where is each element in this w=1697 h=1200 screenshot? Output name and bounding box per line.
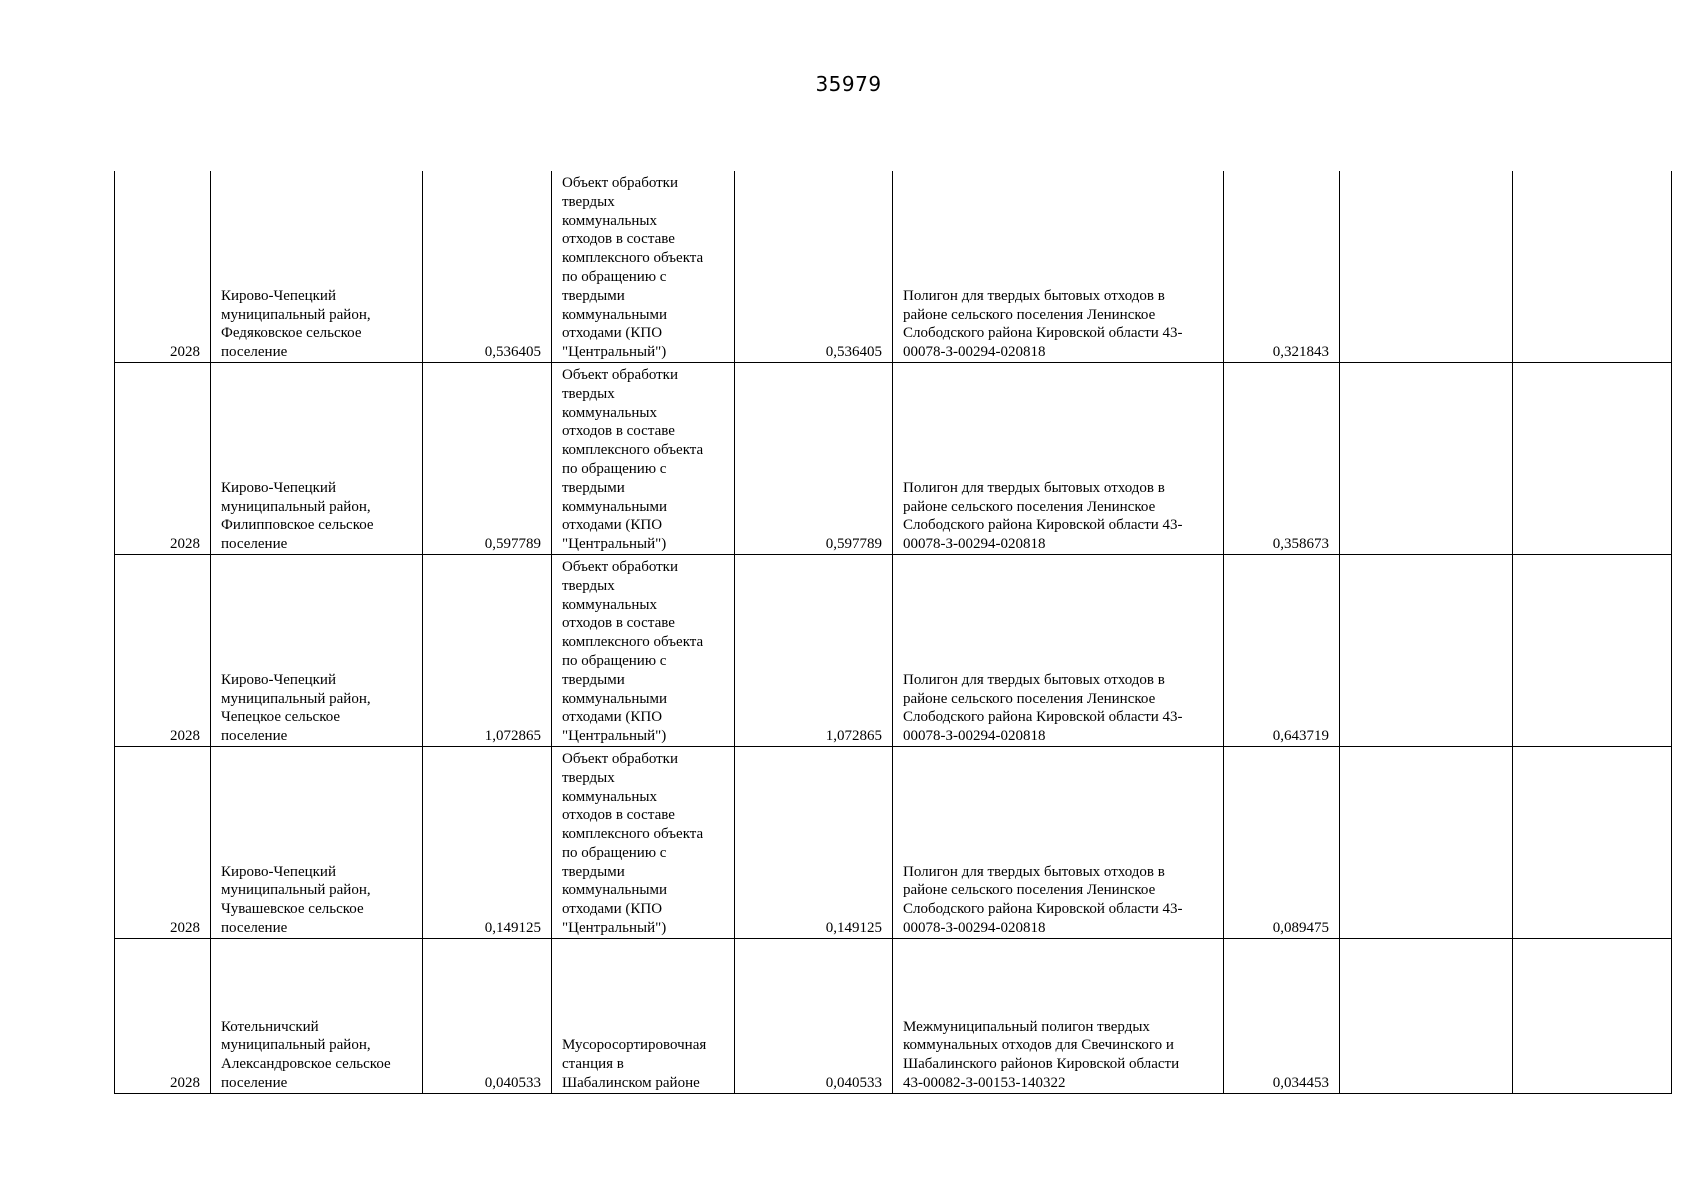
municipality-cell: Котельничский муниципальный район, Александровское сельское поселение [211, 938, 423, 1093]
empty-cell [1513, 938, 1672, 1093]
volume-cell: 0,597789 [423, 362, 552, 554]
facility-cell: Объект обработки твердых коммунальных отходов в составе комплексного объекта по обращению с твердыми коммунальными отходами (КПО "Центральный") [552, 362, 735, 554]
facility-volume-cell: 0,149125 [735, 746, 893, 938]
landfill-volume-cell: 0,358673 [1224, 362, 1340, 554]
landfill-volume-cell: 0,321843 [1224, 171, 1340, 362]
table-row [115, 746, 1672, 938]
empty-cell [1340, 171, 1513, 362]
empty-cell [1340, 746, 1513, 938]
landfill-cell: Полигон для твердых бытовых отходов в районе сельского поселения Ленинское Слободского района Кировской области 43- 00078-З-00294-020818 [893, 746, 1224, 938]
volume-cell: 0,149125 [423, 746, 552, 938]
landfill-cell: Полигон для твердых бытовых отходов в районе сельского поселения Ленинское Слободского района Кировской области 43- 00078-З-00294-020818 [893, 362, 1224, 554]
landfill-volume-cell: 0,643719 [1224, 554, 1340, 746]
facility-cell: Объект обработки твердых коммунальных отходов в составе комплексного объекта по обращению с твердыми коммунальными отходами (КПО "Центральный") [552, 171, 735, 362]
empty-cell [1513, 746, 1672, 938]
waste-flow-table [114, 171, 1672, 1094]
volume-cell: 0,040533 [423, 938, 552, 1093]
empty-cell [1513, 554, 1672, 746]
facility-volume-cell: 1,072865 [735, 554, 893, 746]
facility-volume-cell: 0,597789 [735, 362, 893, 554]
landfill-cell: Межмуниципальный полигон твердых коммунальных отходов для Свечинского и Шабалинского районов Кировской области 43-00082-З-00153-140322 [893, 938, 1224, 1093]
year-cell: 2028 [115, 746, 211, 938]
empty-cell [1340, 554, 1513, 746]
facility-cell: Мусоросортировочная станция в Шабалинском районе [552, 938, 735, 1093]
landfill-volume-cell: 0,089475 [1224, 746, 1340, 938]
empty-cell [1340, 362, 1513, 554]
table-row [115, 554, 1672, 746]
facility-cell: Объект обработки твердых коммунальных отходов в составе комплексного объекта по обращению с твердыми коммунальными отходами (КПО "Центральный") [552, 554, 735, 746]
year-cell: 2028 [115, 362, 211, 554]
table-row [115, 362, 1672, 554]
table-row [115, 171, 1672, 362]
municipality-cell: Кирово-Чепецкий муниципальный район, Чувашевское сельское поселение [211, 746, 423, 938]
facility-volume-cell: 0,536405 [735, 171, 893, 362]
empty-cell [1513, 171, 1672, 362]
volume-cell: 0,536405 [423, 171, 552, 362]
landfill-cell: Полигон для твердых бытовых отходов в районе сельского поселения Ленинское Слободского района Кировской области 43- 00078-З-00294-020818 [893, 554, 1224, 746]
year-cell: 2028 [115, 554, 211, 746]
table-row [115, 938, 1672, 1093]
landfill-volume-cell: 0,034453 [1224, 938, 1340, 1093]
page-number: 35979 [815, 72, 882, 96]
empty-cell [1513, 362, 1672, 554]
municipality-cell: Кирово-Чепецкий муниципальный район, Чепецкое сельское поселение [211, 554, 423, 746]
facility-volume-cell: 0,040533 [735, 938, 893, 1093]
municipality-cell: Кирово-Чепецкий муниципальный район, Филипповское сельское поселение [211, 362, 423, 554]
facility-cell: Объект обработки твердых коммунальных отходов в составе комплексного объекта по обращению с твердыми коммунальными отходами (КПО "Центральный") [552, 746, 735, 938]
empty-cell [1340, 938, 1513, 1093]
landfill-cell: Полигон для твердых бытовых отходов в районе сельского поселения Ленинское Слободского района Кировской области 43- 00078-З-00294-020818 [893, 171, 1224, 362]
municipality-cell: Кирово-Чепецкий муниципальный район, Федяковское сельское поселение [211, 171, 423, 362]
volume-cell: 1,072865 [423, 554, 552, 746]
year-cell: 2028 [115, 938, 211, 1093]
year-cell: 2028 [115, 171, 211, 362]
